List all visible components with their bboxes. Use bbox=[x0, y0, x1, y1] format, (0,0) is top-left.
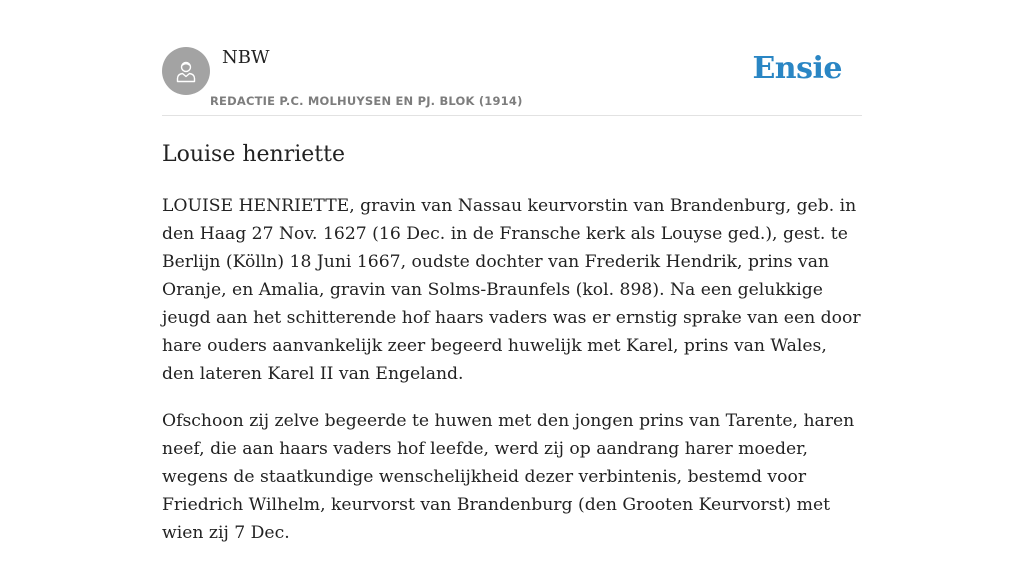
author-header bbox=[162, 47, 862, 116]
article-paragraph: Ofschoon zij zelve begeerde te huwen met den jongen prins van Tarente, haren neef, die aan haars vaders hof leefde, werd zij op aandrang harer moeder, wegens de staatkundige wenschelijkheid dezer verbintenis, bestemd voor Friedrich Wilhelm, keurvorst van Brandenburg (den Grooten Keurvorst) met wien zij 7 Dec. bbox=[162, 411, 855, 543]
author-subtitle: REDACTIE P.C. MOLHUYSEN EN PJ. BLOK (1914) bbox=[210, 94, 523, 108]
ensie-logo[interactable]: Ensie bbox=[752, 51, 842, 86]
user-icon bbox=[173, 58, 199, 84]
author-name[interactable]: NBW bbox=[222, 47, 270, 68]
page-title: Louise henriette bbox=[162, 142, 345, 167]
avatar[interactable] bbox=[162, 47, 210, 95]
article-paragraph: LOUISE HENRIETTE, gravin van Nassau keurvorstin van Brandenburg, geb. in den Haag 27 Nov. 1627 (16 Dec. in de Fransche kerk als Louyse ged.), gest. te Berlijn (Kölln) 18 Juni 1667, oudste dochter van Frederik Hendrik, prins van Oranje, en Amalia, gravin van Solms-Braunfels (kol. 898). Na een gelukkige jeugd aan het schitterende hof haars vaders was er ernstig sprake van een door hare ouders aanvankelijk zeer begeerd huwelijk met Karel, prins van Wales, den lateren Karel II van Engeland. bbox=[162, 196, 861, 384]
article-body bbox=[162, 192, 862, 566]
